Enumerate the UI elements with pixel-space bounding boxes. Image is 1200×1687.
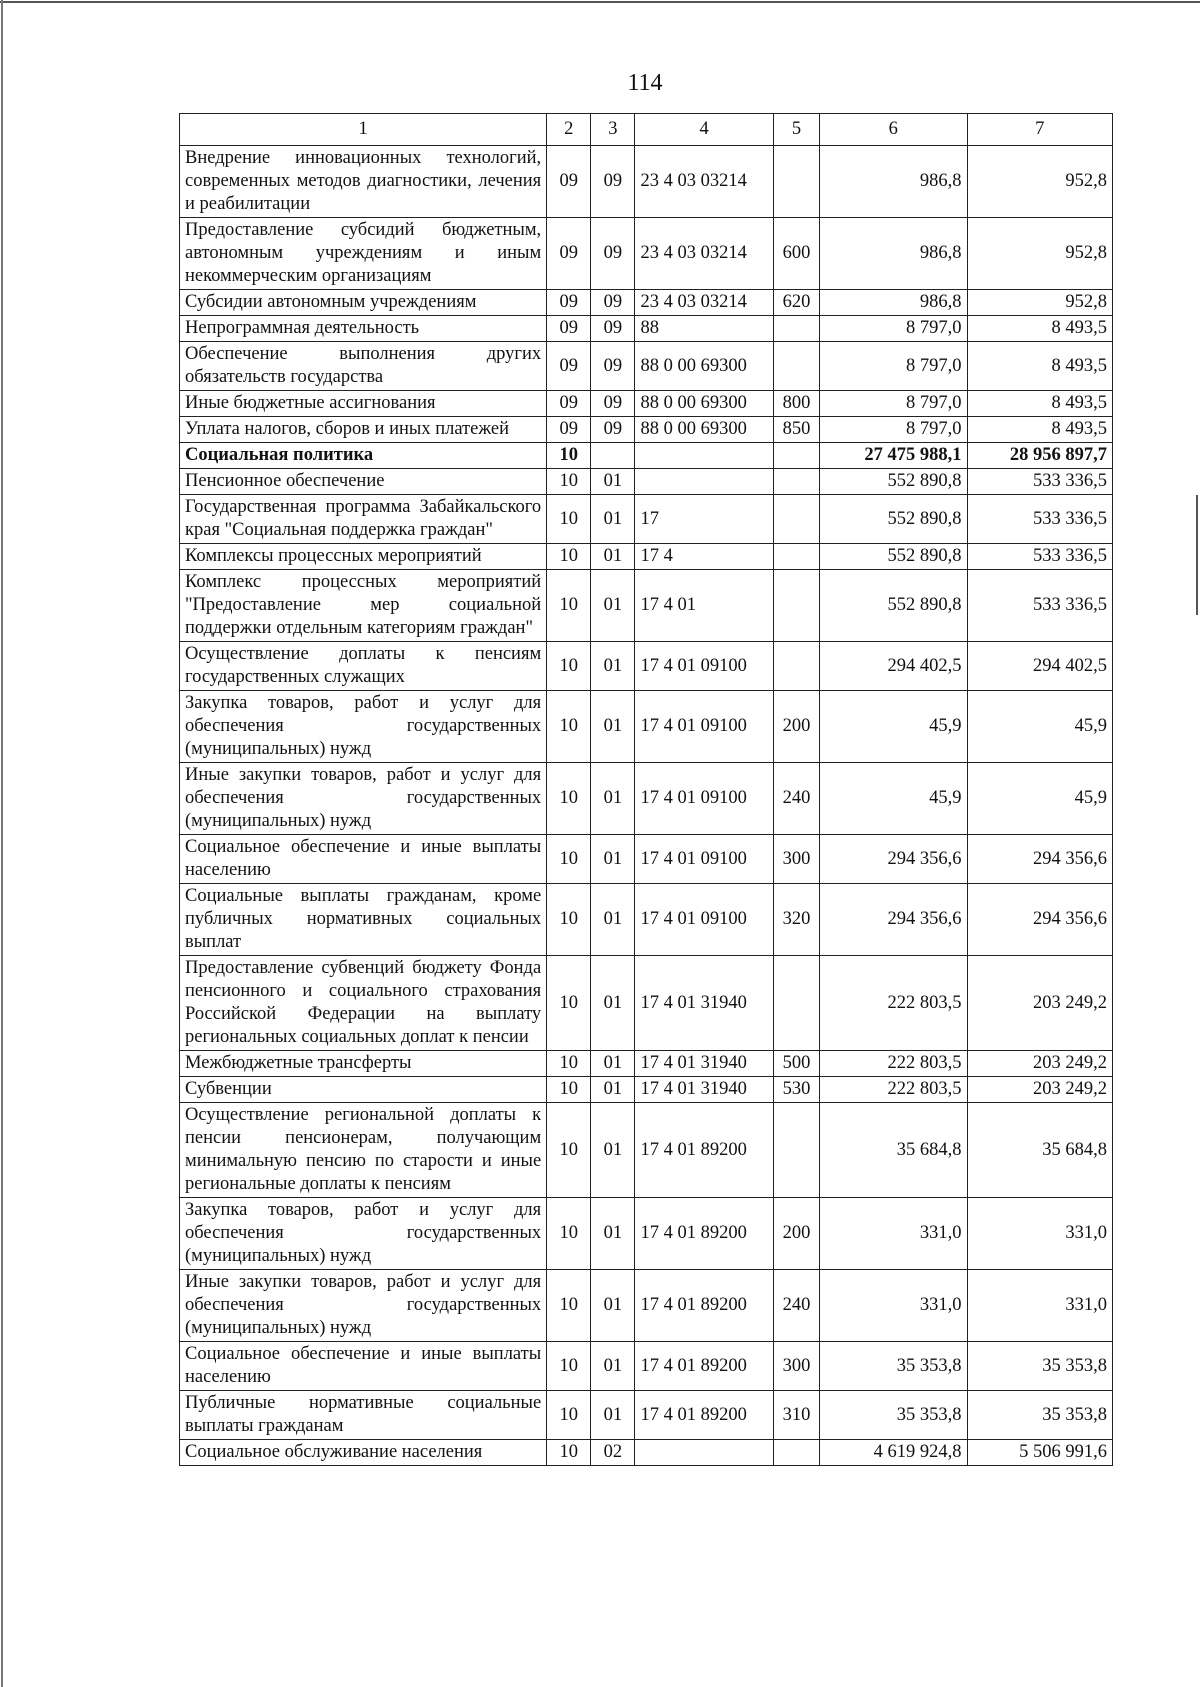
amount-year-1-cell: 35 684,8 bbox=[820, 1103, 967, 1198]
subsection-code-cell: 01 bbox=[591, 1198, 635, 1270]
table-row bbox=[180, 342, 1113, 391]
amount-year-1-cell: 552 890,8 bbox=[820, 469, 967, 495]
column-header: 4 bbox=[635, 114, 773, 146]
section-code-cell: 10 bbox=[547, 1391, 591, 1440]
section-code-cell: 10 bbox=[547, 1198, 591, 1270]
table-row bbox=[180, 956, 1113, 1051]
subsection-code-cell: 01 bbox=[591, 1342, 635, 1391]
expense-type-code-cell bbox=[773, 642, 819, 691]
subsection-code-cell: 01 bbox=[591, 1077, 635, 1103]
row-name-cell: Предоставление субсидий бюджетным, автономным учреждениям и иным некоммерческим организациям bbox=[180, 218, 547, 290]
row-name-cell: Социальная политика bbox=[180, 443, 547, 469]
amount-year-2-cell: 952,8 bbox=[967, 218, 1113, 290]
amount-year-1-cell: 35 353,8 bbox=[820, 1391, 967, 1440]
scan-edge-left bbox=[1, 0, 3, 1687]
expense-type-code-cell bbox=[773, 544, 819, 570]
table-row bbox=[180, 544, 1113, 570]
target-article-code-cell: 88 bbox=[635, 316, 773, 342]
amount-year-2-cell: 203 249,2 bbox=[967, 956, 1113, 1051]
section-code-cell: 09 bbox=[547, 342, 591, 391]
table-row bbox=[180, 884, 1113, 956]
target-article-code-cell: 17 bbox=[635, 495, 773, 544]
subsection-code-cell: 09 bbox=[591, 146, 635, 218]
table-row bbox=[180, 1103, 1113, 1198]
section-code-cell: 10 bbox=[547, 691, 591, 763]
target-article-code-cell bbox=[635, 469, 773, 495]
amount-year-1-cell: 35 353,8 bbox=[820, 1342, 967, 1391]
target-article-code-cell: 17 4 01 09100 bbox=[635, 835, 773, 884]
table-row bbox=[180, 1440, 1113, 1466]
amount-year-2-cell: 28 956 897,7 bbox=[967, 443, 1113, 469]
target-article-code-cell: 17 4 bbox=[635, 544, 773, 570]
expense-type-code-cell bbox=[773, 495, 819, 544]
amount-year-2-cell: 331,0 bbox=[967, 1270, 1113, 1342]
amount-year-2-cell: 533 336,5 bbox=[967, 469, 1113, 495]
expense-type-code-cell bbox=[773, 342, 819, 391]
amount-year-1-cell: 222 803,5 bbox=[820, 1051, 967, 1077]
target-article-code-cell: 23 4 03 03214 bbox=[635, 146, 773, 218]
subsection-code-cell: 01 bbox=[591, 570, 635, 642]
amount-year-1-cell: 8 797,0 bbox=[820, 316, 967, 342]
section-code-cell: 10 bbox=[547, 544, 591, 570]
amount-year-2-cell: 8 493,5 bbox=[967, 316, 1113, 342]
expense-type-code-cell: 620 bbox=[773, 290, 819, 316]
table-row bbox=[180, 1051, 1113, 1077]
amount-year-2-cell: 952,8 bbox=[967, 146, 1113, 218]
amount-year-2-cell: 35 353,8 bbox=[967, 1342, 1113, 1391]
amount-year-2-cell: 533 336,5 bbox=[967, 495, 1113, 544]
target-article-code-cell: 17 4 01 89200 bbox=[635, 1391, 773, 1440]
amount-year-1-cell: 4 619 924,8 bbox=[820, 1440, 967, 1466]
amount-year-2-cell: 203 249,2 bbox=[967, 1077, 1113, 1103]
amount-year-2-cell: 8 493,5 bbox=[967, 342, 1113, 391]
table-row bbox=[180, 146, 1113, 218]
target-article-code-cell: 17 4 01 09100 bbox=[635, 763, 773, 835]
expense-type-code-cell: 240 bbox=[773, 1270, 819, 1342]
subsection-code-cell: 01 bbox=[591, 1051, 635, 1077]
expense-type-code-cell: 200 bbox=[773, 691, 819, 763]
table-row bbox=[180, 763, 1113, 835]
row-name-cell: Субвенции bbox=[180, 1077, 547, 1103]
section-code-cell: 09 bbox=[547, 290, 591, 316]
row-name-cell: Социальное обеспечение и иные выплаты населению bbox=[180, 835, 547, 884]
expense-type-code-cell bbox=[773, 469, 819, 495]
amount-year-1-cell: 8 797,0 bbox=[820, 417, 967, 443]
target-article-code-cell: 88 0 00 69300 bbox=[635, 391, 773, 417]
table-row bbox=[180, 1198, 1113, 1270]
subsection-code-cell: 09 bbox=[591, 316, 635, 342]
section-code-cell: 09 bbox=[547, 146, 591, 218]
table-row bbox=[180, 1342, 1113, 1391]
amount-year-2-cell: 45,9 bbox=[967, 691, 1113, 763]
target-article-code-cell: 17 4 01 89200 bbox=[635, 1103, 773, 1198]
section-code-cell: 10 bbox=[547, 443, 591, 469]
expense-type-code-cell bbox=[773, 570, 819, 642]
section-code-cell: 10 bbox=[547, 1051, 591, 1077]
target-article-code-cell: 17 4 01 09100 bbox=[635, 884, 773, 956]
amount-year-1-cell: 8 797,0 bbox=[820, 391, 967, 417]
table-row bbox=[180, 469, 1113, 495]
amount-year-2-cell: 294 356,6 bbox=[967, 835, 1113, 884]
amount-year-1-cell: 45,9 bbox=[820, 691, 967, 763]
table-row bbox=[180, 290, 1113, 316]
subsection-code-cell: 09 bbox=[591, 218, 635, 290]
target-article-code-cell: 23 4 03 03214 bbox=[635, 218, 773, 290]
column-header: 6 bbox=[820, 114, 967, 146]
target-article-code-cell: 17 4 01 09100 bbox=[635, 691, 773, 763]
expense-type-code-cell bbox=[773, 956, 819, 1051]
amount-year-2-cell: 533 336,5 bbox=[967, 570, 1113, 642]
section-code-cell: 10 bbox=[547, 570, 591, 642]
subsection-code-cell: 09 bbox=[591, 290, 635, 316]
column-number-row bbox=[180, 114, 1113, 146]
expense-type-code-cell bbox=[773, 1440, 819, 1466]
table-row bbox=[180, 316, 1113, 342]
row-name-cell: Внедрение инновационных технологий, современных методов диагностики, лечения и реабилитации bbox=[180, 146, 547, 218]
budget-table bbox=[179, 113, 1113, 1466]
row-name-cell: Межбюджетные трансферты bbox=[180, 1051, 547, 1077]
section-code-cell: 10 bbox=[547, 763, 591, 835]
subsection-code-cell: 01 bbox=[591, 642, 635, 691]
amount-year-1-cell: 45,9 bbox=[820, 763, 967, 835]
subsection-code-cell: 02 bbox=[591, 1440, 635, 1466]
scan-edge-right bbox=[1196, 495, 1198, 615]
expense-type-code-cell bbox=[773, 316, 819, 342]
row-name-cell: Осуществление доплаты к пенсиям государственных служащих bbox=[180, 642, 547, 691]
table-row bbox=[180, 642, 1113, 691]
amount-year-1-cell: 222 803,5 bbox=[820, 1077, 967, 1103]
amount-year-2-cell: 331,0 bbox=[967, 1198, 1113, 1270]
row-name-cell: Государственная программа Забайкальского края "Социальная поддержка граждан" bbox=[180, 495, 547, 544]
subsection-code-cell bbox=[591, 443, 635, 469]
amount-year-1-cell: 331,0 bbox=[820, 1198, 967, 1270]
target-article-code-cell: 88 0 00 69300 bbox=[635, 342, 773, 391]
column-header: 5 bbox=[773, 114, 819, 146]
target-article-code-cell: 17 4 01 09100 bbox=[635, 642, 773, 691]
row-name-cell: Предоставление субвенций бюджету Фонда пенсионного и социального страхования Российской Федерации на выплату региональных социальных доплат к пенсии bbox=[180, 956, 547, 1051]
subsection-code-cell: 01 bbox=[591, 1391, 635, 1440]
expense-type-code-cell: 200 bbox=[773, 1198, 819, 1270]
target-article-code-cell: 17 4 01 31940 bbox=[635, 956, 773, 1051]
amount-year-2-cell: 533 336,5 bbox=[967, 544, 1113, 570]
scan-edge-top bbox=[0, 1, 1200, 3]
subsection-code-cell: 01 bbox=[591, 763, 635, 835]
subsection-code-cell: 09 bbox=[591, 391, 635, 417]
table-row bbox=[180, 391, 1113, 417]
expense-type-code-cell: 300 bbox=[773, 1342, 819, 1391]
subsection-code-cell: 01 bbox=[591, 691, 635, 763]
subsection-code-cell: 09 bbox=[591, 342, 635, 391]
section-code-cell: 09 bbox=[547, 417, 591, 443]
target-article-code-cell: 88 0 00 69300 bbox=[635, 417, 773, 443]
section-code-cell: 10 bbox=[547, 642, 591, 691]
subsection-code-cell: 01 bbox=[591, 884, 635, 956]
section-code-cell: 10 bbox=[547, 495, 591, 544]
row-name-cell: Иные закупки товаров, работ и услуг для обеспечения государственных (муниципальных) нужд bbox=[180, 763, 547, 835]
expense-type-code-cell: 240 bbox=[773, 763, 819, 835]
amount-year-1-cell: 986,8 bbox=[820, 290, 967, 316]
section-code-cell: 10 bbox=[547, 1103, 591, 1198]
column-header: 2 bbox=[547, 114, 591, 146]
row-name-cell: Иные закупки товаров, работ и услуг для обеспечения государственных (муниципальных) нужд bbox=[180, 1270, 547, 1342]
row-name-cell: Субсидии автономным учреждениям bbox=[180, 290, 547, 316]
row-name-cell: Уплата налогов, сборов и иных платежей bbox=[180, 417, 547, 443]
amount-year-1-cell: 552 890,8 bbox=[820, 570, 967, 642]
amount-year-2-cell: 203 249,2 bbox=[967, 1051, 1113, 1077]
row-name-cell: Пенсионное обеспечение bbox=[180, 469, 547, 495]
subsection-code-cell: 01 bbox=[591, 1103, 635, 1198]
section-code-cell: 10 bbox=[547, 956, 591, 1051]
expense-type-code-cell: 800 bbox=[773, 391, 819, 417]
amount-year-1-cell: 552 890,8 bbox=[820, 544, 967, 570]
section-code-cell: 10 bbox=[547, 469, 591, 495]
table-row bbox=[180, 218, 1113, 290]
expense-type-code-cell: 300 bbox=[773, 835, 819, 884]
section-code-cell: 09 bbox=[547, 391, 591, 417]
amount-year-2-cell: 8 493,5 bbox=[967, 391, 1113, 417]
section-code-cell: 10 bbox=[547, 884, 591, 956]
amount-year-1-cell: 552 890,8 bbox=[820, 495, 967, 544]
table-row bbox=[180, 417, 1113, 443]
row-name-cell: Комплексы процессных мероприятий bbox=[180, 544, 547, 570]
section-code-cell: 10 bbox=[547, 1077, 591, 1103]
row-name-cell: Обеспечение выполнения других обязательств государства bbox=[180, 342, 547, 391]
table-row bbox=[180, 1391, 1113, 1440]
row-name-cell: Социальные выплаты гражданам, кроме публичных нормативных социальных выплат bbox=[180, 884, 547, 956]
subsection-code-cell: 09 bbox=[591, 417, 635, 443]
expense-type-code-cell: 320 bbox=[773, 884, 819, 956]
amount-year-2-cell: 5 506 991,6 bbox=[967, 1440, 1113, 1466]
amount-year-2-cell: 294 402,5 bbox=[967, 642, 1113, 691]
amount-year-2-cell: 8 493,5 bbox=[967, 417, 1113, 443]
amount-year-2-cell: 45,9 bbox=[967, 763, 1113, 835]
expense-type-code-cell: 850 bbox=[773, 417, 819, 443]
target-article-code-cell: 17 4 01 bbox=[635, 570, 773, 642]
section-code-cell: 10 bbox=[547, 1342, 591, 1391]
row-name-cell: Непрограммная деятельность bbox=[180, 316, 547, 342]
target-article-code-cell: 17 4 01 31940 bbox=[635, 1051, 773, 1077]
expense-type-code-cell bbox=[773, 1103, 819, 1198]
table-row bbox=[180, 570, 1113, 642]
column-header: 7 bbox=[967, 114, 1113, 146]
target-article-code-cell: 17 4 01 89200 bbox=[635, 1198, 773, 1270]
amount-year-2-cell: 952,8 bbox=[967, 290, 1113, 316]
expense-type-code-cell bbox=[773, 146, 819, 218]
column-header: 3 bbox=[591, 114, 635, 146]
amount-year-2-cell: 294 356,6 bbox=[967, 884, 1113, 956]
expense-type-code-cell: 530 bbox=[773, 1077, 819, 1103]
amount-year-1-cell: 8 797,0 bbox=[820, 342, 967, 391]
subsection-code-cell: 01 bbox=[591, 495, 635, 544]
page-number: 114 bbox=[627, 70, 663, 96]
subsection-code-cell: 01 bbox=[591, 544, 635, 570]
amount-year-1-cell: 294 356,6 bbox=[820, 884, 967, 956]
table-row bbox=[180, 835, 1113, 884]
section-code-cell: 10 bbox=[547, 1440, 591, 1466]
row-name-cell: Социальное обслуживание населения bbox=[180, 1440, 547, 1466]
target-article-code-cell: 23 4 03 03214 bbox=[635, 290, 773, 316]
table-row bbox=[180, 443, 1113, 469]
amount-year-1-cell: 27 475 988,1 bbox=[820, 443, 967, 469]
target-article-code-cell bbox=[635, 443, 773, 469]
subsection-code-cell: 01 bbox=[591, 956, 635, 1051]
section-code-cell: 09 bbox=[547, 316, 591, 342]
row-name-cell: Осуществление региональной доплаты к пенсии пенсионерам, получающим минимальную пенсию по старости и иные региональные доплаты к пенсиям bbox=[180, 1103, 547, 1198]
section-code-cell: 09 bbox=[547, 218, 591, 290]
subsection-code-cell: 01 bbox=[591, 1270, 635, 1342]
row-name-cell: Комплекс процессных мероприятий "Предоставление мер социальной поддержки отдельным категориям граждан" bbox=[180, 570, 547, 642]
amount-year-1-cell: 331,0 bbox=[820, 1270, 967, 1342]
table-body bbox=[180, 146, 1113, 1466]
target-article-code-cell: 17 4 01 31940 bbox=[635, 1077, 773, 1103]
expense-type-code-cell: 500 bbox=[773, 1051, 819, 1077]
subsection-code-cell: 01 bbox=[591, 835, 635, 884]
subsection-code-cell: 01 bbox=[591, 469, 635, 495]
expense-type-code-cell: 600 bbox=[773, 218, 819, 290]
row-name-cell: Иные бюджетные ассигнования bbox=[180, 391, 547, 417]
expense-type-code-cell: 310 bbox=[773, 1391, 819, 1440]
expense-type-code-cell bbox=[773, 443, 819, 469]
amount-year-1-cell: 294 356,6 bbox=[820, 835, 967, 884]
table-row bbox=[180, 495, 1113, 544]
amount-year-1-cell: 986,8 bbox=[820, 146, 967, 218]
section-code-cell: 10 bbox=[547, 1270, 591, 1342]
row-name-cell: Закупка товаров, работ и услуг для обеспечения государственных (муниципальных) нужд bbox=[180, 1198, 547, 1270]
amount-year-1-cell: 986,8 bbox=[820, 218, 967, 290]
amount-year-1-cell: 222 803,5 bbox=[820, 956, 967, 1051]
row-name-cell: Социальное обеспечение и иные выплаты населению bbox=[180, 1342, 547, 1391]
row-name-cell: Публичные нормативные социальные выплаты гражданам bbox=[180, 1391, 547, 1440]
section-code-cell: 10 bbox=[547, 835, 591, 884]
target-article-code-cell: 17 4 01 89200 bbox=[635, 1270, 773, 1342]
amount-year-1-cell: 294 402,5 bbox=[820, 642, 967, 691]
table-row bbox=[180, 691, 1113, 763]
row-name-cell: Закупка товаров, работ и услуг для обеспечения государственных (муниципальных) нужд bbox=[180, 691, 547, 763]
target-article-code-cell bbox=[635, 1440, 773, 1466]
target-article-code-cell: 17 4 01 89200 bbox=[635, 1342, 773, 1391]
column-header: 1 bbox=[180, 114, 547, 146]
amount-year-2-cell: 35 353,8 bbox=[967, 1391, 1113, 1440]
table-row bbox=[180, 1270, 1113, 1342]
table-row bbox=[180, 1077, 1113, 1103]
amount-year-2-cell: 35 684,8 bbox=[967, 1103, 1113, 1198]
